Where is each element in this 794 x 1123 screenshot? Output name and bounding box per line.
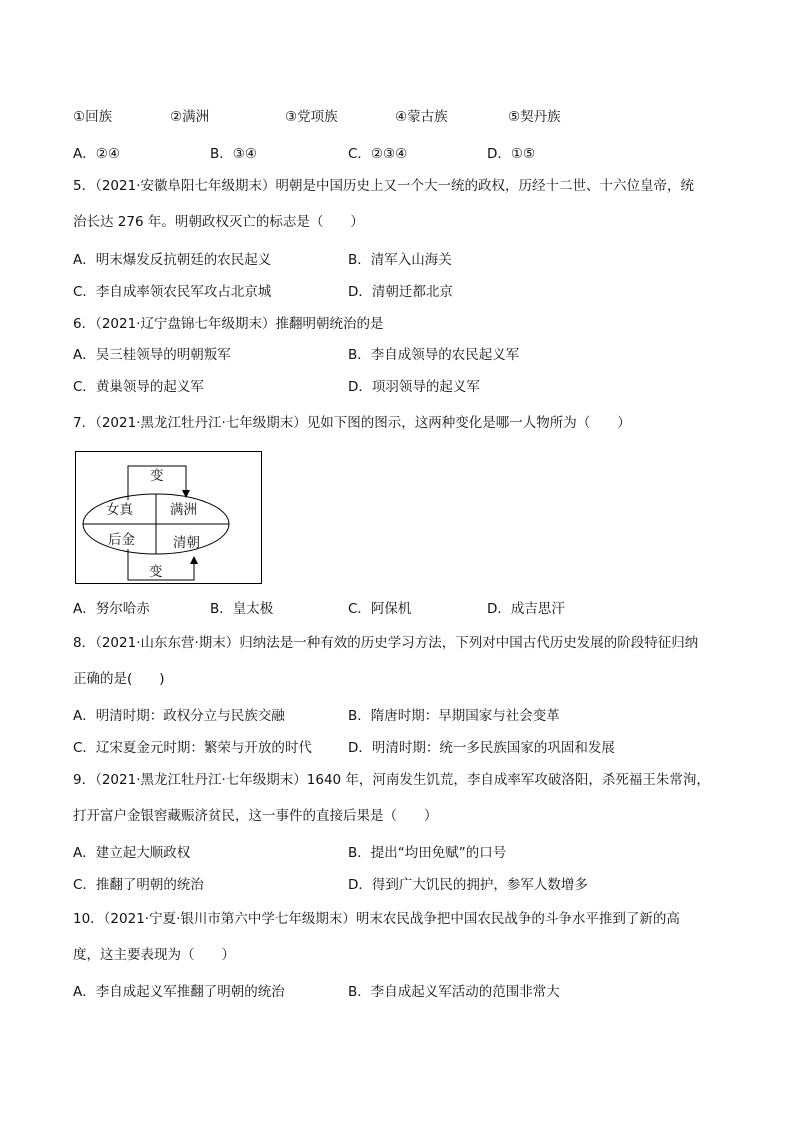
q8-stem-line2: 正确的是( ) — [73, 671, 165, 687]
q5-stem-line2: 治长达 276 年。明朝政权灭亡的标志是（ ） — [73, 214, 364, 230]
q6-stem-line1: 6．（2021·辽宁盘锦七年级期末）推翻明朝统治的是 — [73, 316, 384, 332]
q7-option-d: D．成吉思汗 — [487, 601, 565, 617]
q7-stem-line1: 7．（2021·黑龙江牡丹江·七年级期末）见如下图的图示，这两种变化是哪一人物所为（ ） — [73, 415, 631, 431]
q10-option-a: A．李自成起义军推翻了明朝的统治 — [73, 984, 285, 1000]
diagram-cell-qingchao: 清朝 — [173, 535, 200, 551]
q10-option-b: B．李自成起义军活动的范围非常大 — [348, 984, 560, 1000]
q4-item-2: ②满洲 — [170, 109, 210, 125]
q8-option-b: B．隋唐时期：早期国家与社会变革 — [348, 708, 560, 724]
q9-option-a: A．建立起大顺政权 — [73, 845, 191, 861]
q9-option-b: B．提出“均田免赋”的口号 — [348, 845, 507, 861]
q4-option-a: A．②④ — [73, 146, 120, 162]
q8-option-c: C．辽宋夏金元时期：繁荣与开放的时代 — [73, 740, 312, 756]
q5-option-a: A．明末爆发反抗朝廷的农民起义 — [73, 252, 272, 268]
q7-option-c: C．阿保机 — [348, 601, 412, 617]
q4-option-c: C．②③④ — [348, 146, 408, 162]
q4-item-3: ③党项族 — [285, 109, 338, 125]
q9-option-d: D．得到广大饥民的拥护，参军人数增多 — [348, 877, 588, 893]
q5-option-d: D．清朝迁都北京 — [348, 284, 453, 300]
q6-option-c: C．黄巢领导的起义军 — [73, 379, 204, 395]
q8-stem-line1: 8．（2021·山东东营·期末）归纳法是一种有效的历史学习方法，下列对中国古代历史发展的阶段特征归纳 — [73, 635, 699, 651]
diagram-cell-nuzhen: 女真 — [106, 502, 133, 518]
q9-stem-line2: 打开富户金银窖藏赈济贫民，这一事件的直接后果是（ ） — [73, 808, 438, 824]
q4-item-1: ①回族 — [73, 109, 113, 125]
diagram-bottom-label: 变 — [149, 564, 163, 580]
q9-stem-line1: 9．（2021·黑龙江牡丹江·七年级期末）1640 年，河南发生饥荒，李自成率军攻破洛阳，杀死福王朱常洵， — [73, 772, 710, 788]
diagram-cell-manzhou: 满洲 — [170, 502, 197, 518]
q7-option-a: A．努尔哈赤 — [73, 601, 150, 617]
q9-option-c: C．推翻了明朝的统治 — [73, 877, 204, 893]
q10-stem-line1: 10．（2021·宁夏·银川市第六中学七年级期末）明末农民战争把中国农民战争的斗争水平推到了新的高 — [73, 911, 680, 927]
q4-item-5: ⑤契丹族 — [508, 109, 561, 125]
q6-option-b: B．李自成领导的农民起义军 — [348, 347, 520, 363]
q7-diagram-lines — [76, 452, 263, 585]
q5-option-b: B．清军入山海关 — [348, 252, 452, 268]
q7-diagram — [75, 451, 262, 584]
q7-option-b: B．皇太极 — [210, 601, 274, 617]
q5-option-c: C．李自成率领农民军攻占北京城 — [73, 284, 272, 300]
q8-option-d: D．明清时期：统一多民族国家的巩固和发展 — [348, 740, 615, 756]
diagram-cell-houjin: 后金 — [108, 532, 135, 548]
q10-stem-line2: 度，这主要表现为（ ） — [73, 947, 235, 963]
diagram-top-label: 变 — [150, 468, 164, 484]
q5-stem-line1: 5．（2021·安徽阜阳七年级期末）明朝是中国历史上又一个大一统的政权，历经十二世、十六位皇帝，统 — [73, 178, 694, 194]
q4-option-d: D．①⑤ — [487, 146, 536, 162]
q6-option-a: A．吴三桂领导的明朝叛军 — [73, 347, 231, 363]
q6-option-d: D．项羽领导的起义军 — [348, 379, 480, 395]
q4-item-4: ④蒙古族 — [395, 109, 448, 125]
q4-option-b: B．③④ — [210, 146, 257, 162]
q8-option-a: A．明清时期：政权分立与民族交融 — [73, 708, 285, 724]
